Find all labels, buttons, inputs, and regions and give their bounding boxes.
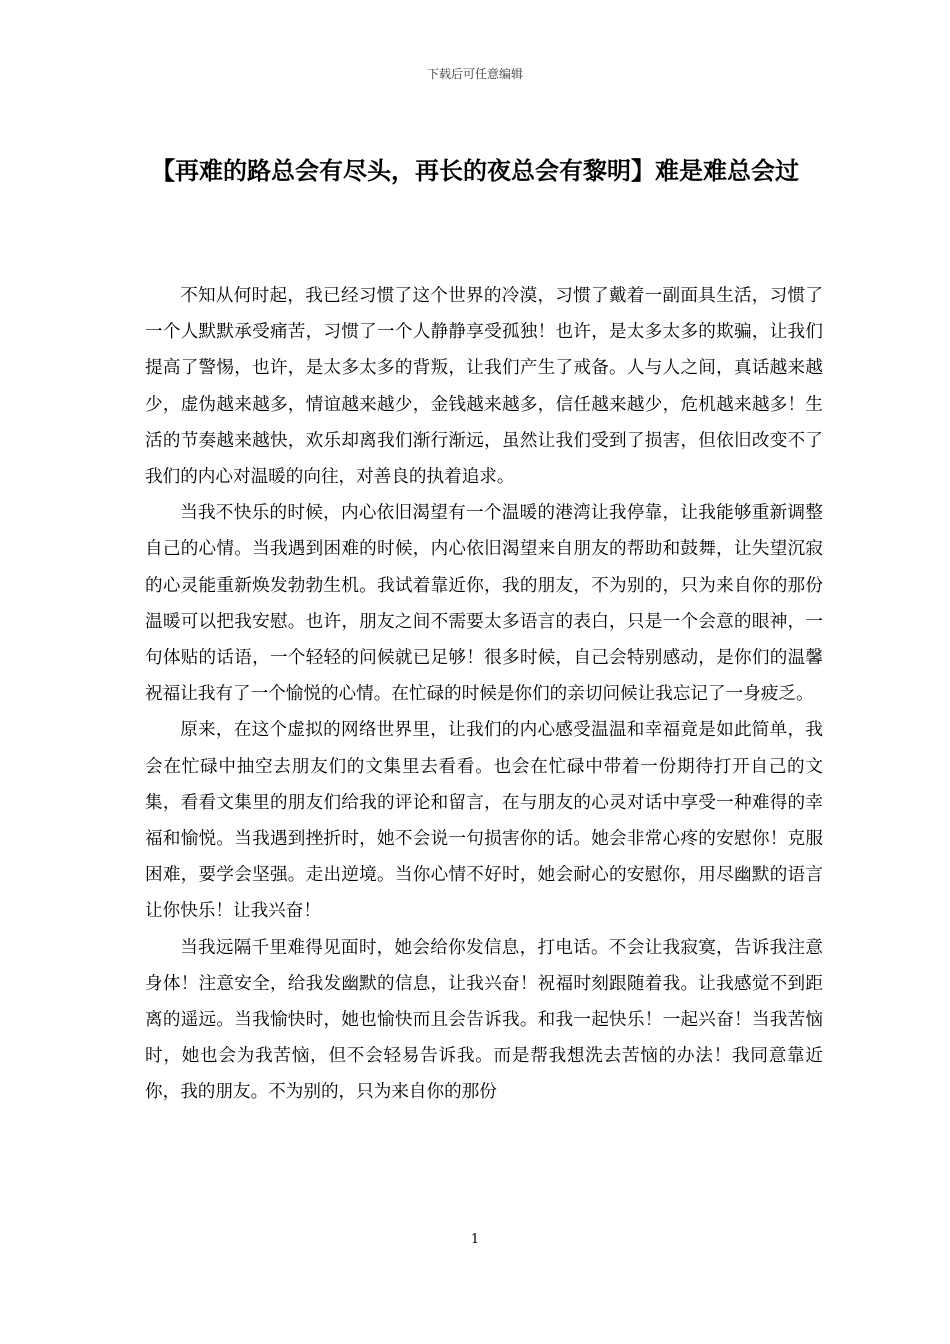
page-header: 下载后可任意编辑 <box>426 67 523 81</box>
page-number: 1 <box>470 1232 480 1247</box>
paragraph: 不知从何时起，我已经习惯了这个世界的冷漠，习惯了戴着一副面具生活，习惯了一个人默默承受痛苦，习惯了一个人静静享受孤独！也许，是太多太多的欺骗，让我们提高了警惕，也许，是太多太多的背叛，让我们产生了戒备。人与人之间，真话越来越少，虚伪越来越多，情谊越来越少，金钱越来越多，信任越来越少，危机越来越多！生活的节奏越来越快，欢乐却离我们渐行渐远，虽然让我们受到了损害，但依旧改变不了我们的内心对温暖的向往，对善良的执着追求。 <box>145 286 823 488</box>
paragraph: 当我不快乐的时候，内心依旧渴望有一个温暖的港湾让我停靠，让我能够重新调整自己的心情。当我遇到困难的时候，内心依旧渴望来自朋友的帮助和鼓舞，让失望沉寂的心灵能重新焕发勃勃生机。我试着靠近你，我的朋友，不为别的，只为来自你的那份温暖可以把我安慰。也许，朋友之间不需要太多语言的表白，只是一个会意的眼神，一句体贴的话语，一个轻轻的问候就已足够！很多时候，自己会特别感动，是你们的温馨祝福让我有了一个愉悦的心情。在忙碌的时候是你们的亲切问候让我忘记了一身疲乏。 <box>145 503 823 705</box>
document-body <box>145 278 823 1111</box>
paragraph: 原来，在这个虚拟的网络世界里，让我们的内心感受温温和幸福竟是如此简单，我会在忙碌中抽空去朋友们的文集里去看看。也会在忙碌中带着一份期待打开自己的文集，看看文集里的朋友们给我的评论和留言，在与朋友的心灵对话中享受一种难得的幸福和愉悦。当我遇到挫折时，她不会说一句损害你的话。她会非常心疼的安慰你！克服困难，要学会坚强。走出逆境。当你心情不好时，她会耐心的安慰你，用尽幽默的语言让你快乐！让我兴奋！ <box>145 720 823 922</box>
document-title: 【再难的路总会有尽头，再长的夜总会有黎明】难是难总会过 <box>151 157 799 185</box>
paragraph: 当我远隔千里难得见面时，她会给你发信息，打电话。不会让我寂寞，告诉我注意身体！注意安全，给我发幽默的信息，让我兴奋！祝福时刻跟随着我。让我感觉不到距离的遥远。当我愉快时，她也愉快而且会告诉我。和我一起快乐！一起兴奋！当我苦恼时，她也会为我苦恼，但不会轻易告诉我。而是帮我想洗去苦恼的办法！我同意靠近你，我的朋友。不为别的，只为来自你的那份 <box>145 937 823 1103</box>
